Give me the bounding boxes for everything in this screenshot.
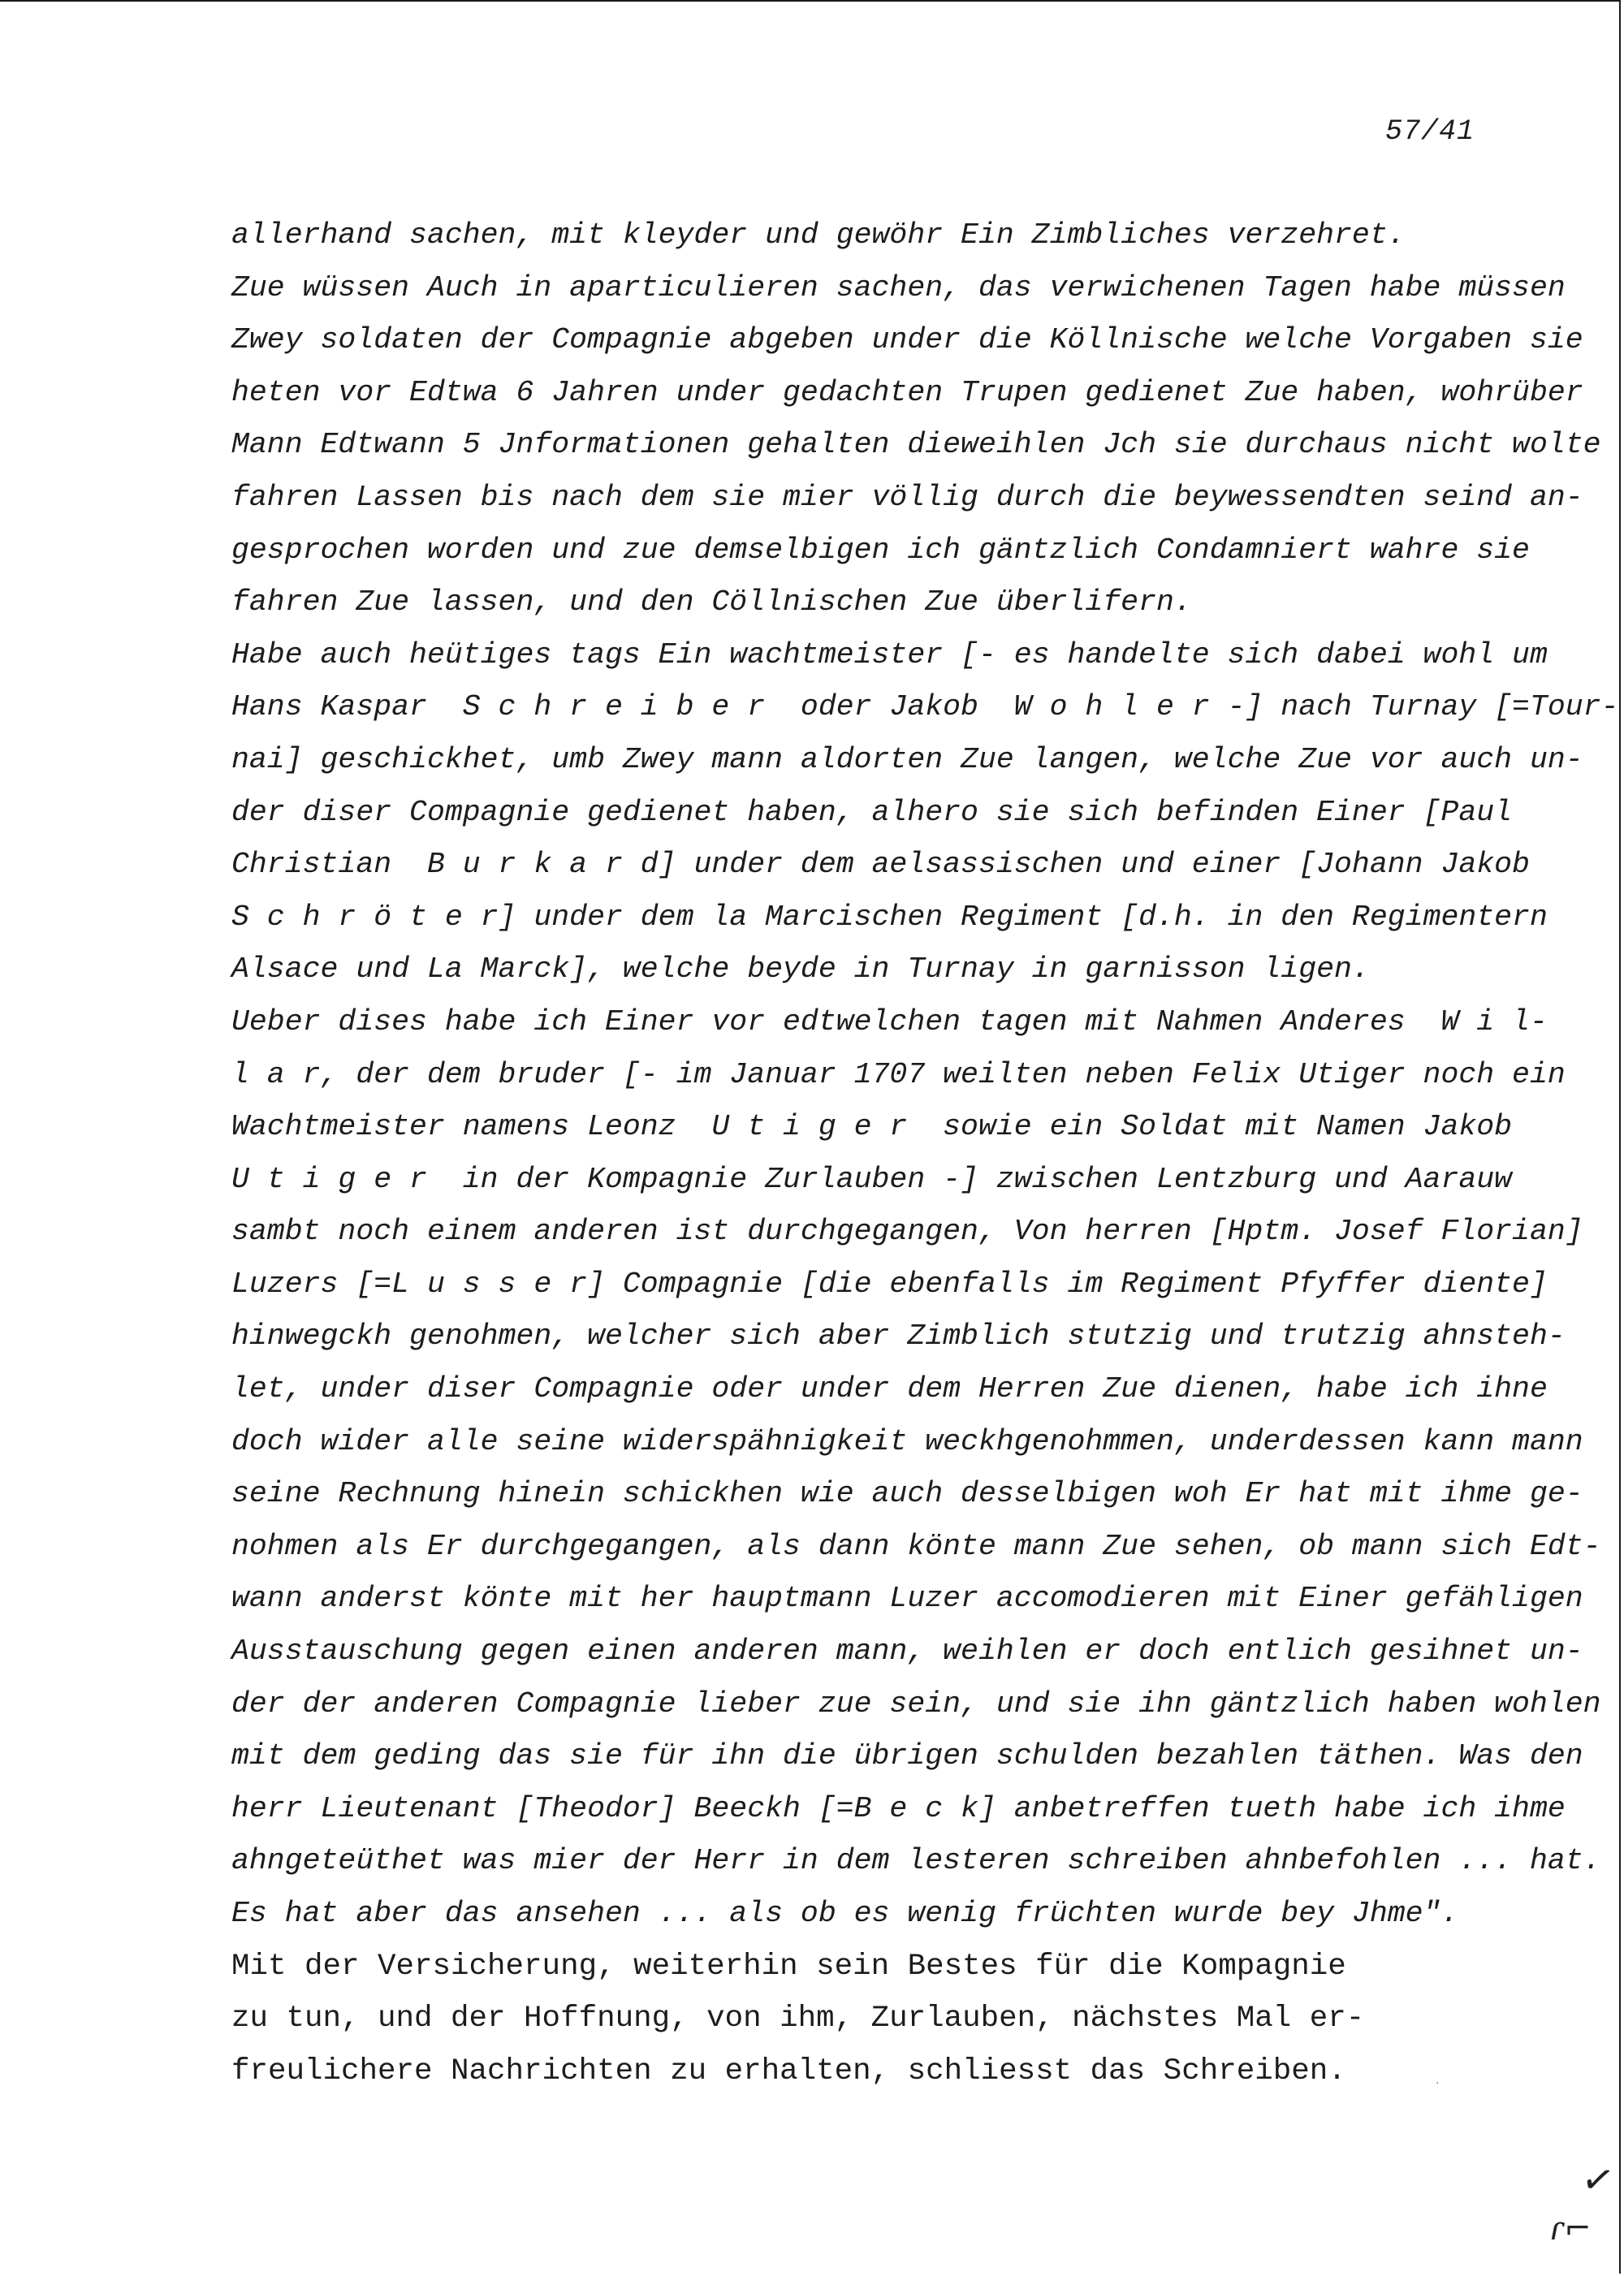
text-line: heten vor Edtwa 6 Jahren under gedachten Trupen gedienet Zue haben, wohrüber: [231, 375, 1583, 409]
text-line: seine Rechnung hinein schickhen wie auch desselbigen woh Er hat mit ihme ge-: [231, 1477, 1583, 1511]
text-line: Luzers [=L u s s e r] Compagnie [die ebenfalls im Regiment Pfyffer diente]: [231, 1267, 1548, 1301]
text-line: Zue wüssen Auch in aparticulieren sachen, das verwichenen Tagen habe müssen: [231, 270, 1566, 304]
text-line: fahren Zue lassen, und den Cöllnischen Zue überlifern.: [231, 585, 1192, 620]
text-line: S c h r ö t e r] under dem la Marcischen Regiment [d.h. in den Regimentern: [231, 900, 1548, 934]
body-text: [231, 209, 1619, 2097]
scan-speck: ·: [1436, 2077, 1440, 2090]
text-line: sambt noch einem anderen ist durchgegangen, Von herren [Hptm. Josef Florian]: [231, 1215, 1583, 1249]
text-line: mit dem geding das sie für ihn die übrigen schulden bezahlen täthen. Was den: [231, 1739, 1583, 1773]
summary-line: Mit der Versicherung, weiterhin sein Bestes für die Kompagnie: [231, 1949, 1346, 1984]
text-line: Zwey soldaten der Compagnie abgeben under die Köllnische welche Vorgaben sie: [231, 323, 1583, 357]
text-line: doch wider alle seine widerspähnigkeit weckhgenohmmen, underdessen kann mann: [231, 1424, 1583, 1458]
text-line: Wachtmeister namens Leonz U t i g e r sowie ein Soldat mit Namen Jakob: [231, 1110, 1513, 1144]
handwritten-checkmark: ✓: [1578, 2154, 1618, 2206]
text-line: hinwegckh genohmen, welcher sich aber Zimblich stutzig und trutzig ahnsteh-: [231, 1319, 1566, 1354]
text-line: herr Lieutenant [Theodor] Beeckh [=B e c k] anbetreffen tueth habe ich ihme: [231, 1791, 1566, 1825]
text-line: gesprochen worden und zue demselbigen ich gäntzlich Condamniert wahre sie: [231, 533, 1530, 567]
page-number: 57/41: [1385, 115, 1475, 148]
text-line: wann anderst könte mit her hauptmann Luzer accomodieren mit Einer gefähligen: [231, 1582, 1583, 1616]
text-line: ahngeteüthet was mier der Herr in dem lesteren schreiben ahnbefohlen ... hat.: [231, 1844, 1601, 1878]
text-line: der der anderen Compagnie lieber zue sein, und sie ihn gäntzlich haben wohlen: [231, 1686, 1601, 1721]
text-line: Christian B u r k a r d] under dem aelsassischen und einer [Johann Jakob: [231, 848, 1530, 882]
summary-line: zu tun, und der Hoffnung, von ihm, Zurlauben, nächstes Mal er-: [231, 2002, 1365, 2036]
text-line: Hans Kaspar S c h r e i b e r oder Jakob W o h l e r -] nach Turnay [=Tour-: [231, 690, 1619, 724]
text-line: Ueber dises habe ich Einer vor edtwelchen tagen mit Nahmen Anderes W i l-: [231, 1004, 1548, 1039]
text-line: Habe auch heütiges tags Ein wachtmeister [- es handelte sich dabei wohl um: [231, 637, 1548, 672]
text-line: Alsace und La Marck], welche beyde in Turnay in garnisson ligen.: [231, 952, 1370, 987]
text-line: nohmen als Er durchgegangen, als dann könte mann Zue sehen, ob mann sich Edt-: [231, 1529, 1601, 1563]
text-line: fahren Lassen bis nach dem sie mier völlig durch die beywessendten seind an-: [231, 480, 1583, 514]
text-line: Mann Edtwann 5 Jnformationen gehalten dieweihlen Jch sie durchaus nicht wolte: [231, 428, 1601, 462]
text-line: l a r, der dem bruder [- im Januar 1707 weilten neben Felix Utiger noch ein: [231, 1057, 1566, 1091]
text-line: nai] geschickhet, umb Zwey mann aldorten Zue langen, welche Zue vor auch un-: [231, 742, 1583, 776]
text-line: Es hat aber das ansehen ... als ob es wenig früchten wurde bey Jhme".: [231, 1897, 1459, 1930]
text-line: U t i g e r in der Kompagnie Zurlauben -] zwischen Lentzburg und Aarauw: [231, 1162, 1513, 1196]
text-line: Ausstauschung gegen einen anderen mann, weihlen er doch entlich gesihnet un-: [231, 1635, 1583, 1669]
summary-line: freulichere Nachrichten zu erhalten, schliesst das Schreiben.: [231, 2054, 1346, 2088]
text-line: allerhand sachen, mit kleyder und gewöhr Ein Zimbliches verzehret.: [231, 218, 1406, 252]
text-line: der diser Compagnie gedienet haben, alhero sie sich befinden Einer [Paul: [231, 795, 1513, 829]
text-line: let, under diser Compagnie oder under dem Herren Zue dienen, habe ich ihne: [231, 1372, 1548, 1406]
handwritten-initials: ɾ⌐: [1549, 2210, 1592, 2248]
